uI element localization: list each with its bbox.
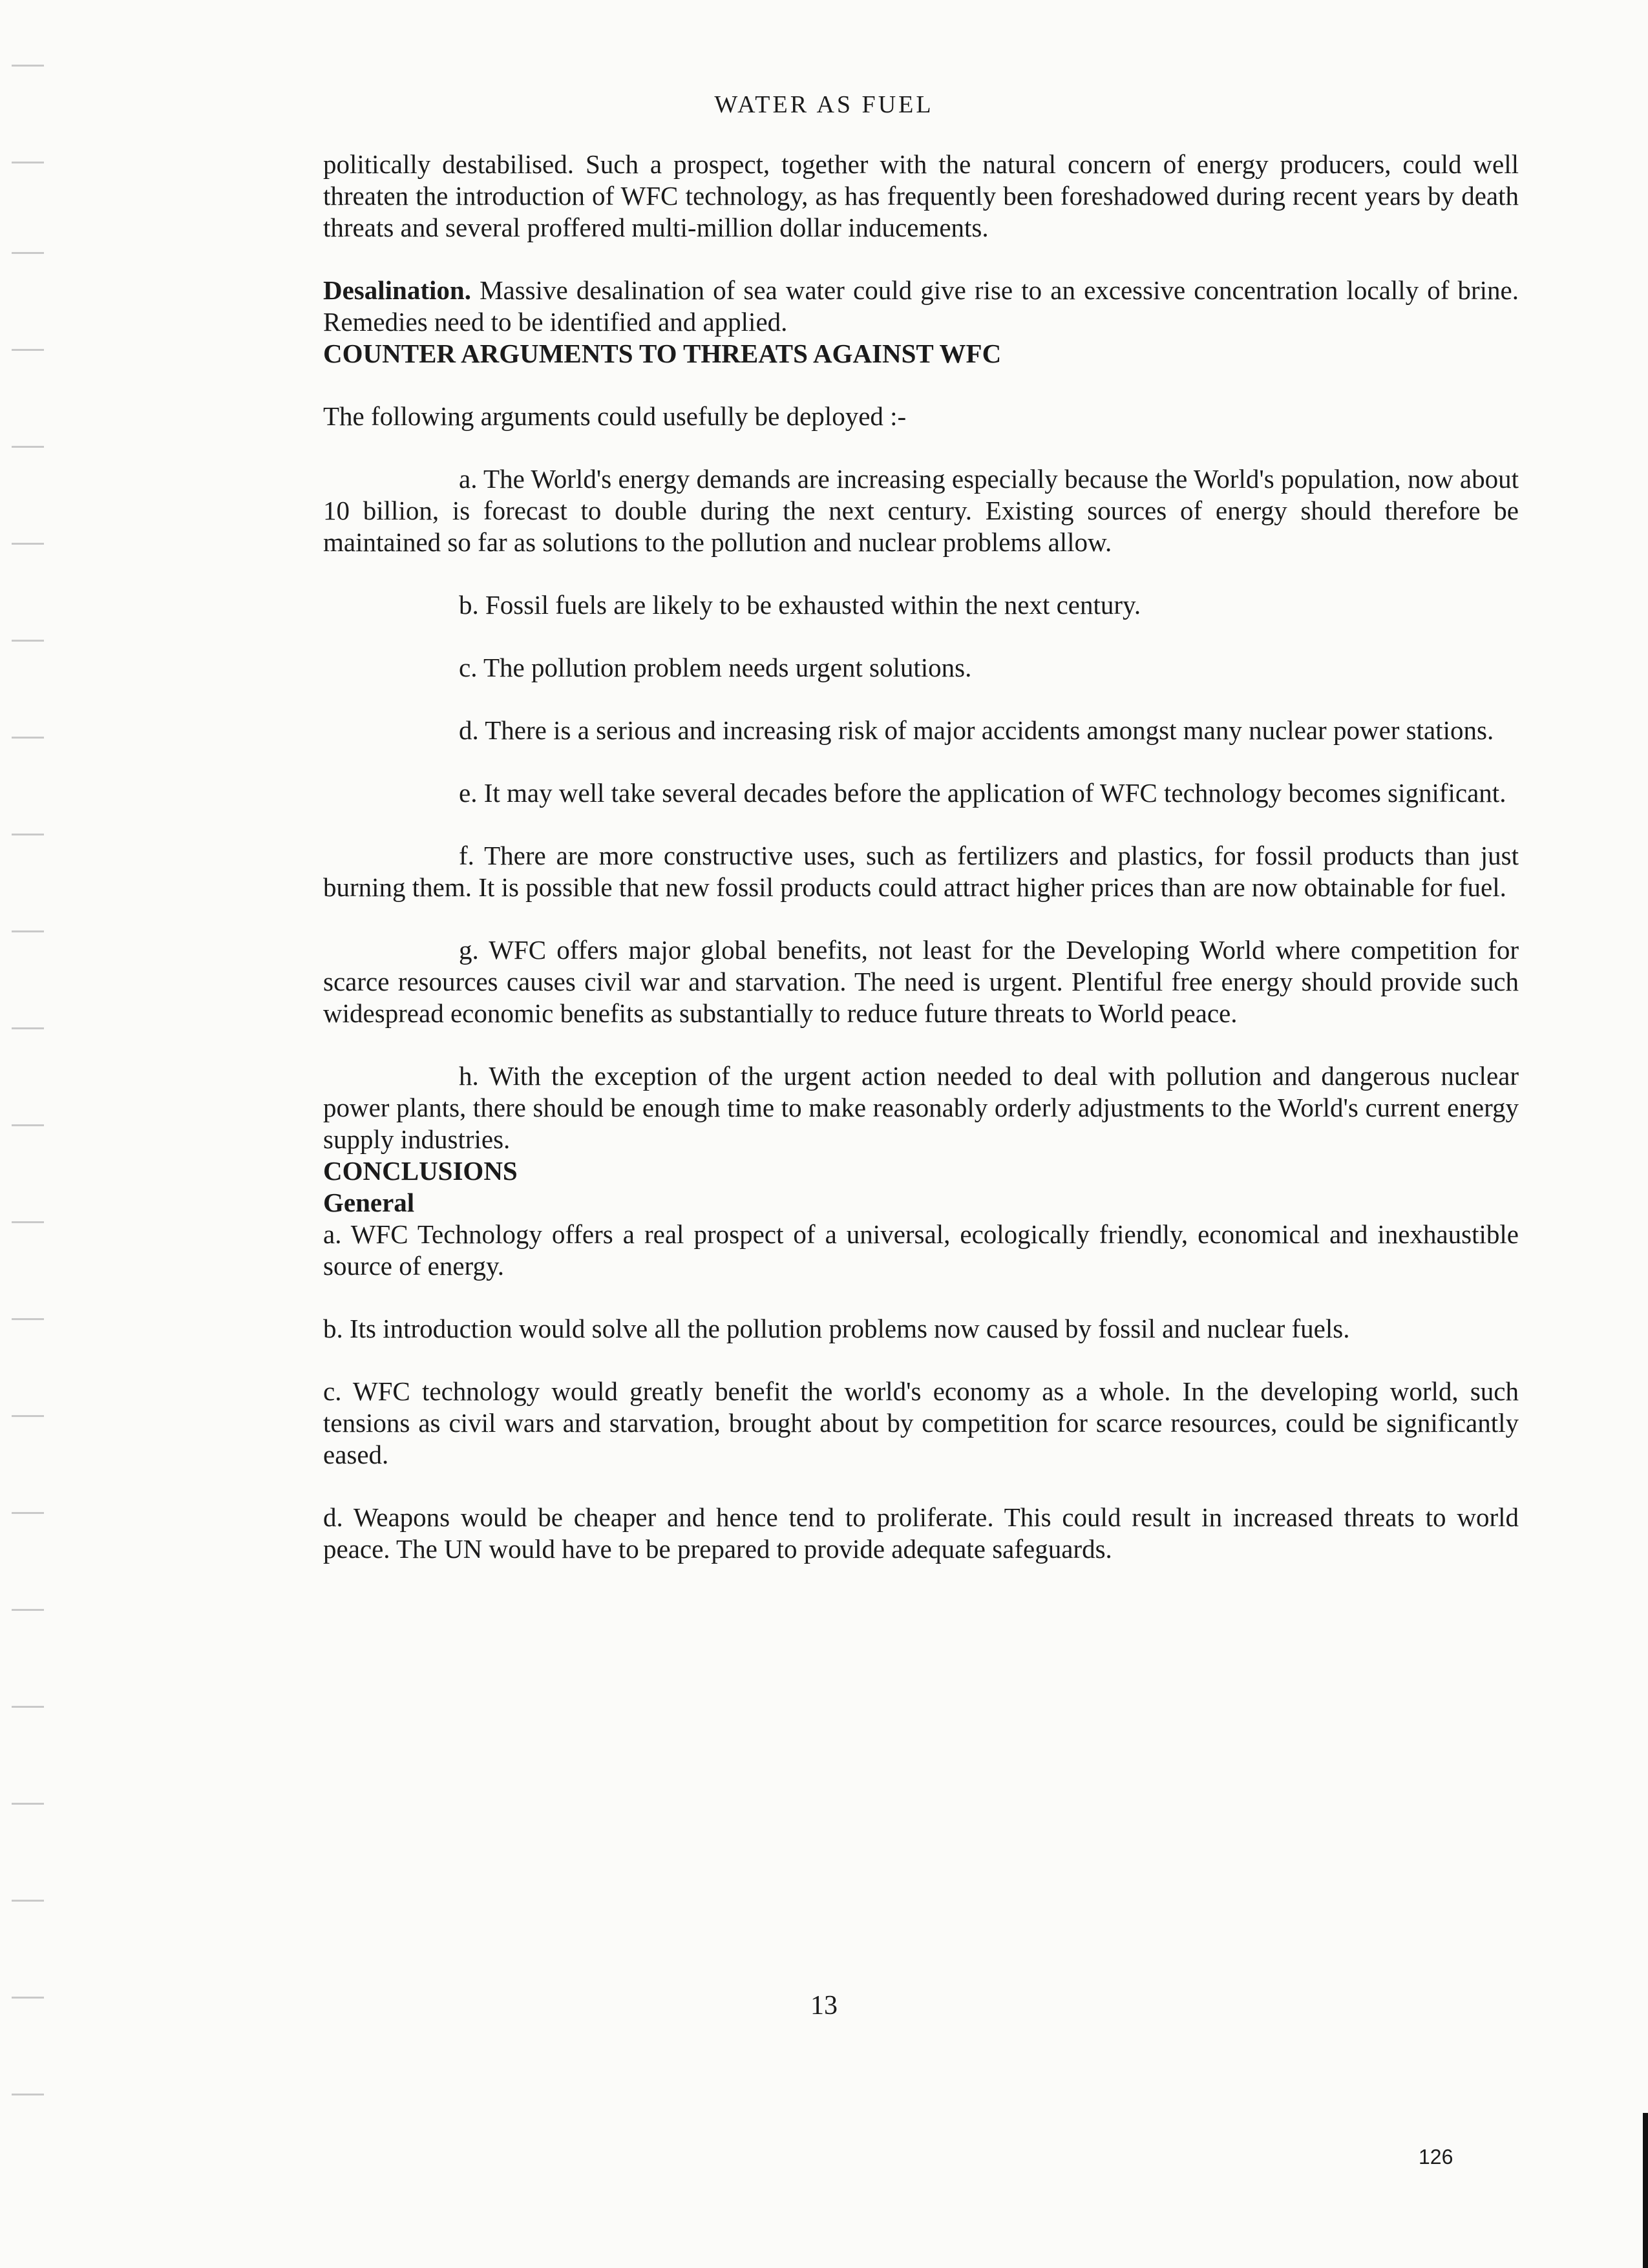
intro-paragraph: politically destabilised. Such a prospect, together with the natural concern of energy producers, could well threaten the introduction of WFC technology, as has frequently been foreshadowed during recent years by death threats and several proffered multi-million dollar inducements. <box>323 149 1519 242</box>
conclusions-heading: CONCLUSIONS <box>323 1156 518 1186</box>
conclusion-d: d. Weapons would be cheaper and hence tend to proliferate. This could result in increased threats to world peace. The UN would have to be prepared to provide adequate safeguards. <box>323 1502 1519 1564</box>
counter-argument-a: a. The World's energy demands are increasing especially because the World's population, now about 10 billion, is forecast to double during the next century. Existing sources of energy should therefore be maintained so far as solutions to the pollution and nuclear problems allow. <box>323 464 1519 557</box>
counter-argument-h: h. With the exception of the urgent action needed to deal with pollution and dangerous nuclear power plants, there should be enough time to make reasonably orderly adjustments to the World's current energy supply industries. <box>323 1061 1519 1154</box>
scan-edge-mark <box>1643 2113 1648 2268</box>
conclusions-subheading: General <box>323 1188 415 1217</box>
counter-arguments-heading: COUNTER ARGUMENTS TO THREATS AGAINST WFC <box>323 339 1002 368</box>
bates-number: 126 <box>1419 2145 1453 2168</box>
binder-margin-marks <box>12 39 50 2171</box>
conclusion-b: b. Its introduction would solve all the pollution problems now caused by fossil and nuclear fuels. <box>323 1314 1350 1343</box>
conclusion-a: a. WFC Technology offers a real prospect of a universal, ecologically friendly, economical and inexhaustible source of energy. <box>323 1219 1519 1281</box>
counter-argument-f: f. There are more constructive uses, such as fertilizers and plastics, for fossil products than just burning them. It is possible that new fossil products could attract higher prices than are now obtainable for fuel. <box>323 841 1519 902</box>
page-body <box>323 149 1519 1565</box>
conclusion-c: c. WFC technology would greatly benefit the world's economy as a whole. In the developing world, such tensions as civil wars and starvation, brought about by competition for scarce resources, could be significantly eased. <box>323 1376 1519 1469</box>
counter-argument-d: d. There is a serious and increasing risk of major accidents amongst many nuclear power stations. <box>459 715 1494 745</box>
counter-arguments-intro: The following arguments could usefully be deployed :- <box>323 401 907 431</box>
counter-argument-c: c. The pollution problem needs urgent solutions. <box>459 653 972 682</box>
desalination-text: Massive desalination of sea water could give rise to an excessive concentration locally of brine. Remedies need to be identified and applied. <box>323 275 1519 337</box>
counter-argument-b: b. Fossil fuels are likely to be exhausted within the next century. <box>459 590 1141 620</box>
desalination-lead: Desalination. <box>323 275 471 305</box>
running-header: WATER AS FUEL <box>714 91 934 118</box>
counter-argument-g: g. WFC offers major global benefits, not least for the Developing World where competition for scarce resources causes civil war and starvation. The need is urgent. Plentiful free energy should provide such widespread economic benefits as substantially to reduce future threats to World peace. <box>323 935 1519 1028</box>
page-number: 13 <box>810 1991 838 2021</box>
counter-argument-e: e. It may well take several decades before the application of WFC technology becomes significant. <box>459 778 1506 808</box>
desalination-paragraph <box>323 275 1519 338</box>
